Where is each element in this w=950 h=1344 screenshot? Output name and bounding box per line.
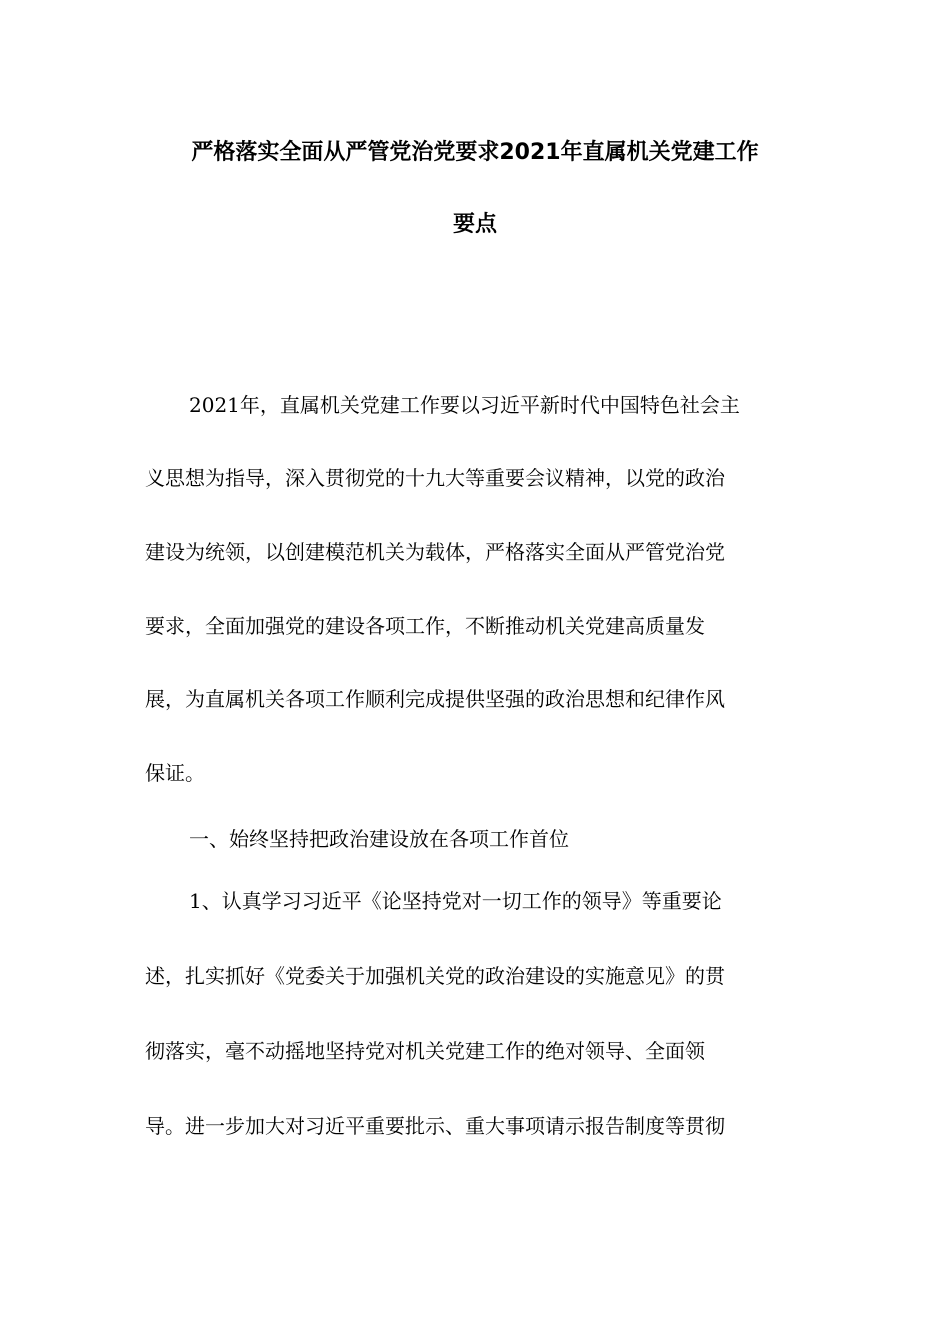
paragraph-line: 述，扎实抓好《党委关于加强机关党的政治建设的实施意见》的贯 xyxy=(145,964,725,988)
paragraph-line: 彻落实，毫不动摇地坚持党对机关党建工作的绝对领导、全面领 xyxy=(145,1039,705,1063)
paragraph-line: 2021年，直属机关党建工作要以习近平新时代中国特色社会主 xyxy=(189,393,740,417)
paragraph-line: 1、认真学习习近平《论坚持党对一切工作的领导》等重要论 xyxy=(189,889,722,913)
document-title-line-2: 要点 xyxy=(452,212,497,237)
paragraph-line: 导。进一步加大对习近平重要批示、重大事项请示报告制度等贯彻 xyxy=(145,1114,725,1138)
paragraph-line: 义思想为指导，深入贯彻党的十九大等重要会议精神，以党的政治 xyxy=(145,466,725,490)
document-title-line-1: 严格落实全面从严管党治党要求2021年直属机关党建工作 xyxy=(191,140,759,165)
paragraph-line: 保证。 xyxy=(145,761,205,785)
section-heading: 一、始终坚持把政治建设放在各项工作首位 xyxy=(189,827,569,851)
paragraph-line: 要求，全面加强党的建设各项工作，不断推动机关党建高质量发 xyxy=(145,614,705,638)
paragraph-line: 展，为直属机关各项工作顺利完成提供坚强的政治思想和纪律作风 xyxy=(145,687,725,711)
paragraph-line: 建设为统领，以创建模范机关为载体，严格落实全面从严管党治党 xyxy=(145,540,725,564)
